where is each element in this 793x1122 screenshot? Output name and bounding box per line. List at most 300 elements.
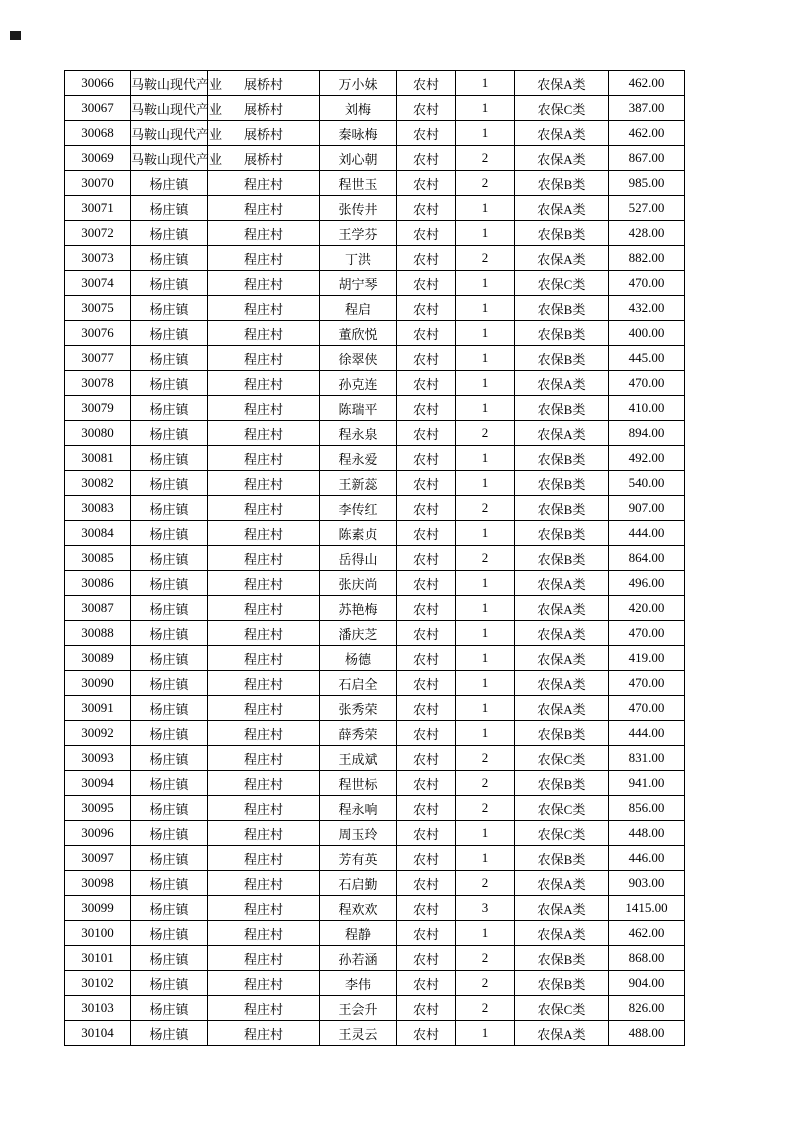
table-row [65, 921, 685, 946]
cell-type: 农村 [397, 571, 456, 596]
table-row [65, 346, 685, 371]
cell-town: 杨庄镇 [131, 696, 208, 721]
cell-name: 程世玉 [320, 171, 397, 196]
cell-village: 程庄村 [208, 921, 320, 946]
cell-category: 农保C类 [515, 271, 609, 296]
cell-town: 杨庄镇 [131, 646, 208, 671]
cell-count: 2 [456, 421, 515, 446]
cell-name: 丁洪 [320, 246, 397, 271]
cell-village: 程庄村 [208, 796, 320, 821]
cell-town: 杨庄镇 [131, 346, 208, 371]
cell-town: 杨庄镇 [131, 221, 208, 246]
cell-village: 程庄村 [208, 471, 320, 496]
cell-amount: 470.00 [609, 671, 685, 696]
table-row [65, 246, 685, 271]
cell-category: 农保A类 [515, 621, 609, 646]
cell-category: 农保A类 [515, 871, 609, 896]
cell-count: 2 [456, 946, 515, 971]
cell-id: 30100 [65, 921, 131, 946]
cell-amount: 444.00 [609, 521, 685, 546]
table-row [65, 471, 685, 496]
cell-amount: 420.00 [609, 596, 685, 621]
cell-town: 杨庄镇 [131, 1021, 208, 1046]
cell-count: 1 [456, 271, 515, 296]
cell-town: 杨庄镇 [131, 996, 208, 1021]
cell-amount: 432.00 [609, 296, 685, 321]
cell-name: 杨德 [320, 646, 397, 671]
cell-amount: 444.00 [609, 721, 685, 746]
cell-name: 胡宁琴 [320, 271, 397, 296]
cell-town: 杨庄镇 [131, 296, 208, 321]
cell-type: 农村 [397, 846, 456, 871]
cell-village: 程庄村 [208, 571, 320, 596]
cell-category: 农保B类 [515, 496, 609, 521]
cell-count: 1 [456, 396, 515, 421]
cell-amount: 470.00 [609, 271, 685, 296]
table-row [65, 521, 685, 546]
cell-category: 农保B类 [515, 771, 609, 796]
cell-type: 农村 [397, 796, 456, 821]
cell-village: 展桥村 [208, 121, 320, 146]
cell-count: 1 [456, 596, 515, 621]
cell-amount: 496.00 [609, 571, 685, 596]
cell-village: 程庄村 [208, 696, 320, 721]
cell-town: 杨庄镇 [131, 896, 208, 921]
table-row [65, 196, 685, 221]
cell-category: 农保A类 [515, 196, 609, 221]
cell-village: 程庄村 [208, 521, 320, 546]
table-row [65, 171, 685, 196]
cell-name: 刘梅 [320, 96, 397, 121]
cell-id: 30092 [65, 721, 131, 746]
table-row [65, 721, 685, 746]
cell-type: 农村 [397, 71, 456, 96]
cell-id: 30085 [65, 546, 131, 571]
cell-amount: 448.00 [609, 821, 685, 846]
cell-count: 1 [456, 1021, 515, 1046]
cell-amount: 419.00 [609, 646, 685, 671]
table-row [65, 646, 685, 671]
cell-category: 农保A类 [515, 1021, 609, 1046]
cell-count: 1 [456, 221, 515, 246]
cell-id: 30074 [65, 271, 131, 296]
cell-count: 2 [456, 171, 515, 196]
cell-id: 30103 [65, 996, 131, 1021]
cell-type: 农村 [397, 171, 456, 196]
table-row [65, 696, 685, 721]
cell-id: 30073 [65, 246, 131, 271]
cell-id: 30095 [65, 796, 131, 821]
cell-id: 30087 [65, 596, 131, 621]
cell-id: 30088 [65, 621, 131, 646]
cell-category: 农保B类 [515, 171, 609, 196]
cell-count: 2 [456, 971, 515, 996]
cell-type: 农村 [397, 221, 456, 246]
cell-village: 程庄村 [208, 596, 320, 621]
cell-village: 展桥村 [208, 96, 320, 121]
cell-count: 2 [456, 796, 515, 821]
cell-count: 1 [456, 621, 515, 646]
cell-count: 1 [456, 696, 515, 721]
cell-name: 董欣悦 [320, 321, 397, 346]
cell-name: 王灵云 [320, 1021, 397, 1046]
cell-name: 李伟 [320, 971, 397, 996]
cell-category: 农保B类 [515, 471, 609, 496]
cell-name: 石启全 [320, 671, 397, 696]
table-row [65, 271, 685, 296]
cell-village: 程庄村 [208, 346, 320, 371]
cell-count: 1 [456, 471, 515, 496]
cell-id: 30083 [65, 496, 131, 521]
cell-name: 张传井 [320, 196, 397, 221]
cell-type: 农村 [397, 921, 456, 946]
cell-village: 程庄村 [208, 671, 320, 696]
cell-count: 1 [456, 571, 515, 596]
table-row [65, 546, 685, 571]
cell-name: 石启勤 [320, 871, 397, 896]
cell-type: 农村 [397, 646, 456, 671]
cell-name: 王会升 [320, 996, 397, 1021]
cell-category: 农保B类 [515, 296, 609, 321]
cell-count: 1 [456, 121, 515, 146]
cell-town: 杨庄镇 [131, 721, 208, 746]
cell-count: 1 [456, 721, 515, 746]
cell-village: 程庄村 [208, 246, 320, 271]
cell-town: 马鞍山现代产业 [131, 96, 208, 121]
cell-village: 程庄村 [208, 546, 320, 571]
cell-town: 杨庄镇 [131, 796, 208, 821]
cell-count: 1 [456, 371, 515, 396]
cell-amount: 867.00 [609, 146, 685, 171]
cell-village: 程庄村 [208, 421, 320, 446]
table-row [65, 896, 685, 921]
cell-count: 1 [456, 296, 515, 321]
cell-name: 程启 [320, 296, 397, 321]
scan-artifact-mark [10, 31, 21, 40]
cell-amount: 492.00 [609, 446, 685, 471]
cell-amount: 894.00 [609, 421, 685, 446]
cell-name: 万小妹 [320, 71, 397, 96]
cell-count: 1 [456, 521, 515, 546]
table-row [65, 571, 685, 596]
cell-amount: 882.00 [609, 246, 685, 271]
cell-village: 程庄村 [208, 896, 320, 921]
cell-type: 农村 [397, 521, 456, 546]
cell-village: 程庄村 [208, 871, 320, 896]
cell-town: 杨庄镇 [131, 621, 208, 646]
cell-name: 王新蕊 [320, 471, 397, 496]
cell-village: 程庄村 [208, 946, 320, 971]
cell-id: 30091 [65, 696, 131, 721]
cell-category: 农保A类 [515, 146, 609, 171]
cell-village: 程庄村 [208, 396, 320, 421]
table-row [65, 296, 685, 321]
cell-type: 农村 [397, 721, 456, 746]
cell-id: 30081 [65, 446, 131, 471]
cell-count: 1 [456, 846, 515, 871]
table-row [65, 1021, 685, 1046]
cell-town: 杨庄镇 [131, 246, 208, 271]
cell-category: 农保B类 [515, 546, 609, 571]
cell-count: 2 [456, 546, 515, 571]
cell-id: 30082 [65, 471, 131, 496]
cell-id: 30076 [65, 321, 131, 346]
table-row [65, 796, 685, 821]
cell-count: 3 [456, 896, 515, 921]
cell-id: 30070 [65, 171, 131, 196]
cell-type: 农村 [397, 246, 456, 271]
cell-category: 农保A类 [515, 246, 609, 271]
cell-category: 农保A类 [515, 571, 609, 596]
cell-village: 程庄村 [208, 496, 320, 521]
cell-town: 杨庄镇 [131, 171, 208, 196]
cell-town: 杨庄镇 [131, 471, 208, 496]
cell-category: 农保A类 [515, 71, 609, 96]
cell-amount: 1415.00 [609, 896, 685, 921]
cell-town: 杨庄镇 [131, 746, 208, 771]
cell-count: 1 [456, 196, 515, 221]
cell-town: 马鞍山现代产业 [131, 71, 208, 96]
cell-id: 30093 [65, 746, 131, 771]
cell-id: 30090 [65, 671, 131, 696]
cell-id: 30067 [65, 96, 131, 121]
cell-amount: 941.00 [609, 771, 685, 796]
cell-type: 农村 [397, 596, 456, 621]
cell-name: 程永响 [320, 796, 397, 821]
table-row [65, 746, 685, 771]
cell-category: 农保A类 [515, 671, 609, 696]
cell-id: 30102 [65, 971, 131, 996]
cell-category: 农保B类 [515, 321, 609, 346]
cell-category: 农保B类 [515, 346, 609, 371]
cell-amount: 907.00 [609, 496, 685, 521]
cell-amount: 826.00 [609, 996, 685, 1021]
table-row [65, 846, 685, 871]
cell-town: 杨庄镇 [131, 946, 208, 971]
cell-town: 杨庄镇 [131, 446, 208, 471]
cell-id: 30084 [65, 521, 131, 546]
cell-town: 杨庄镇 [131, 396, 208, 421]
cell-category: 农保C类 [515, 821, 609, 846]
cell-name: 苏艳梅 [320, 596, 397, 621]
cell-type: 农村 [397, 371, 456, 396]
cell-id: 30098 [65, 871, 131, 896]
cell-name: 程永爱 [320, 446, 397, 471]
cell-amount: 470.00 [609, 621, 685, 646]
cell-type: 农村 [397, 946, 456, 971]
cell-town: 杨庄镇 [131, 571, 208, 596]
cell-type: 农村 [397, 396, 456, 421]
cell-name: 程欢欢 [320, 896, 397, 921]
cell-id: 30086 [65, 571, 131, 596]
cell-name: 岳得山 [320, 546, 397, 571]
cell-amount: 985.00 [609, 171, 685, 196]
table-row [65, 621, 685, 646]
cell-category: 农保B类 [515, 446, 609, 471]
cell-name: 王学芬 [320, 221, 397, 246]
cell-id: 30066 [65, 71, 131, 96]
cell-village: 程庄村 [208, 271, 320, 296]
cell-type: 农村 [397, 871, 456, 896]
cell-count: 1 [456, 346, 515, 371]
cell-id: 30071 [65, 196, 131, 221]
cell-category: 农保A类 [515, 896, 609, 921]
cell-count: 2 [456, 771, 515, 796]
cell-count: 1 [456, 671, 515, 696]
cell-village: 程庄村 [208, 1021, 320, 1046]
table-row [65, 221, 685, 246]
cell-type: 农村 [397, 121, 456, 146]
cell-id: 30094 [65, 771, 131, 796]
cell-count: 1 [456, 96, 515, 121]
cell-id: 30101 [65, 946, 131, 971]
cell-count: 2 [456, 246, 515, 271]
cell-count: 1 [456, 921, 515, 946]
cell-village: 程庄村 [208, 196, 320, 221]
cell-name: 张庆尚 [320, 571, 397, 596]
cell-type: 农村 [397, 896, 456, 921]
cell-category: 农保C类 [515, 96, 609, 121]
cell-town: 杨庄镇 [131, 821, 208, 846]
table-row [65, 821, 685, 846]
table-row [65, 971, 685, 996]
cell-type: 农村 [397, 996, 456, 1021]
cell-name: 芳有英 [320, 846, 397, 871]
cell-name: 孙克连 [320, 371, 397, 396]
cell-amount: 387.00 [609, 96, 685, 121]
table-row [65, 996, 685, 1021]
cell-count: 2 [456, 496, 515, 521]
cell-town: 杨庄镇 [131, 421, 208, 446]
cell-type: 农村 [397, 1021, 456, 1046]
cell-town: 杨庄镇 [131, 546, 208, 571]
cell-village: 程庄村 [208, 621, 320, 646]
cell-name: 潘庆芝 [320, 621, 397, 646]
cell-name: 薛秀荣 [320, 721, 397, 746]
cell-type: 农村 [397, 471, 456, 496]
cell-amount: 410.00 [609, 396, 685, 421]
cell-amount: 904.00 [609, 971, 685, 996]
cell-count: 1 [456, 71, 515, 96]
cell-amount: 856.00 [609, 796, 685, 821]
cell-village: 程庄村 [208, 821, 320, 846]
cell-category: 农保B类 [515, 946, 609, 971]
cell-name: 刘心朝 [320, 146, 397, 171]
table-row [65, 371, 685, 396]
cell-town: 杨庄镇 [131, 271, 208, 296]
cell-id: 30080 [65, 421, 131, 446]
cell-category: 农保B类 [515, 221, 609, 246]
cell-town: 杨庄镇 [131, 521, 208, 546]
cell-village: 程庄村 [208, 721, 320, 746]
cell-type: 农村 [397, 821, 456, 846]
cell-type: 农村 [397, 971, 456, 996]
cell-category: 农保B类 [515, 521, 609, 546]
cell-count: 1 [456, 321, 515, 346]
cell-town: 杨庄镇 [131, 196, 208, 221]
cell-id: 30096 [65, 821, 131, 846]
cell-category: 农保B类 [515, 971, 609, 996]
table-row [65, 671, 685, 696]
cell-town: 杨庄镇 [131, 921, 208, 946]
cell-name: 李传红 [320, 496, 397, 521]
cell-type: 农村 [397, 346, 456, 371]
cell-name: 陈瑞平 [320, 396, 397, 421]
cell-name: 陈素贞 [320, 521, 397, 546]
cell-town: 杨庄镇 [131, 871, 208, 896]
table-row [65, 771, 685, 796]
cell-category: 农保A类 [515, 121, 609, 146]
cell-id: 30097 [65, 846, 131, 871]
cell-category: 农保A类 [515, 371, 609, 396]
cell-id: 30075 [65, 296, 131, 321]
cell-category: 农保B类 [515, 846, 609, 871]
cell-name: 王成斌 [320, 746, 397, 771]
table-row [65, 96, 685, 121]
cell-id: 30099 [65, 896, 131, 921]
table-row [65, 496, 685, 521]
cell-type: 农村 [397, 421, 456, 446]
table-row [65, 121, 685, 146]
table-row [65, 396, 685, 421]
cell-name: 徐翠侠 [320, 346, 397, 371]
cell-type: 农村 [397, 696, 456, 721]
cell-town: 杨庄镇 [131, 596, 208, 621]
cell-village: 程庄村 [208, 971, 320, 996]
cell-category: 农保A类 [515, 921, 609, 946]
cell-amount: 868.00 [609, 946, 685, 971]
cell-amount: 462.00 [609, 71, 685, 96]
table-row [65, 71, 685, 96]
cell-village: 程庄村 [208, 221, 320, 246]
cell-count: 2 [456, 996, 515, 1021]
cell-town: 马鞍山现代产业 [131, 121, 208, 146]
cell-type: 农村 [397, 296, 456, 321]
cell-category: 农保B类 [515, 721, 609, 746]
cell-category: 农保C类 [515, 796, 609, 821]
cell-village: 展桥村 [208, 71, 320, 96]
cell-village: 程庄村 [208, 996, 320, 1021]
cell-type: 农村 [397, 746, 456, 771]
cell-count: 1 [456, 646, 515, 671]
cell-town: 杨庄镇 [131, 496, 208, 521]
cell-village: 展桥村 [208, 146, 320, 171]
cell-category: 农保A类 [515, 596, 609, 621]
cell-id: 30069 [65, 146, 131, 171]
cell-type: 农村 [397, 196, 456, 221]
cell-id: 30079 [65, 396, 131, 421]
cell-village: 程庄村 [208, 771, 320, 796]
cell-amount: 903.00 [609, 871, 685, 896]
cell-id: 30077 [65, 346, 131, 371]
insurance-roster-table [64, 70, 685, 1046]
table-row [65, 146, 685, 171]
cell-count: 2 [456, 746, 515, 771]
cell-type: 农村 [397, 621, 456, 646]
cell-village: 程庄村 [208, 371, 320, 396]
cell-id: 30089 [65, 646, 131, 671]
cell-type: 农村 [397, 146, 456, 171]
cell-type: 农村 [397, 446, 456, 471]
cell-name: 周玉玲 [320, 821, 397, 846]
cell-name: 秦咏梅 [320, 121, 397, 146]
cell-town: 杨庄镇 [131, 771, 208, 796]
cell-amount: 831.00 [609, 746, 685, 771]
cell-type: 农村 [397, 771, 456, 796]
table-row [65, 871, 685, 896]
cell-name: 程世标 [320, 771, 397, 796]
table-row [65, 421, 685, 446]
